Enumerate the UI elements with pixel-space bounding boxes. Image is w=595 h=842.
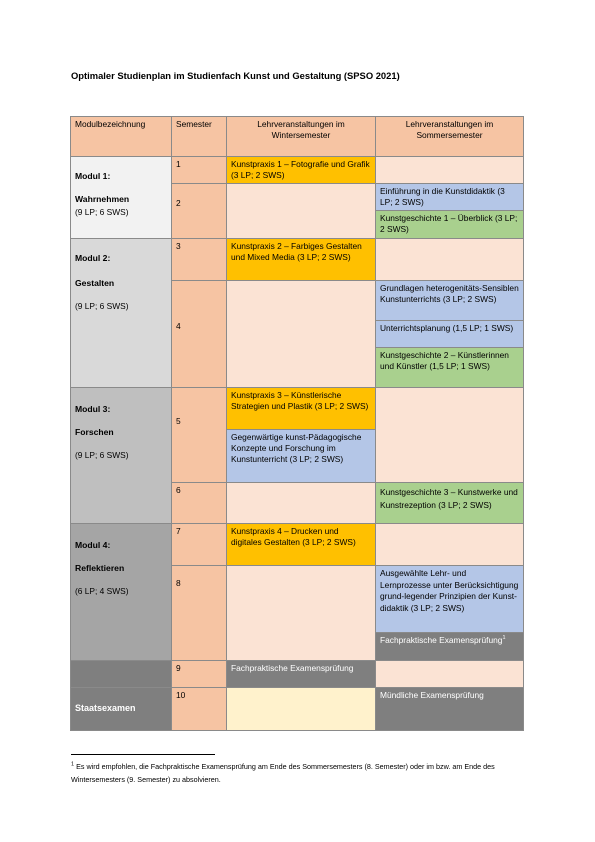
course-kunstgeschichte-3-text: Kunstgeschichte 3 – Kunstwerke und Kunstrezeption (3 LP; 2 SWS) [380,487,518,510]
staatsexamen-cell [70,687,172,731]
module-empty-cell [70,660,172,688]
sommer-empty-5 [375,387,524,483]
winter-empty-10 [226,687,376,731]
header-winter [226,116,376,157]
module-3-cell [70,387,172,524]
staatsexamen-label: Staatsexamen [75,703,136,713]
semester-10-label: 10 [176,690,186,700]
header-semester [171,116,227,157]
header-winter-label: Lehrveranstaltungen im Wintersemester [257,119,345,140]
semester-7-label: 7 [176,526,181,536]
course-lehr-lernprozesse-text: Ausgewählte Lehr- und Lernprozesse unter Berücksichtigung grund-legender Prinzipien der Kunst-didaktik (3 LP; 2 SWS) [380,568,519,613]
course-kunstpraxis-2-text: Kunstpraxis 2 – Farbiges Gestalten und Mixed Media (3 LP; 2 SWS) [231,241,362,262]
semester-9 [171,660,227,688]
module-4-title: Modul 4: [75,540,111,550]
course-heterogenitaet [375,280,524,321]
course-lehr-lernprozesse [375,565,524,633]
course-kunstgeschichte-1 [375,210,524,239]
module-3-title: Modul 3: [75,404,111,414]
footnote-text: Es wird empfohlen, die Fachpraktische Examensprüfung am Ende des Sommersemesters (8. Semester) oder im bzw. am Ende des Wintersemesters (9. Semester) zu absolvieren. [71,762,495,784]
footnote-reference: 1 [502,635,506,642]
course-kunstgeschichte-2 [375,347,524,388]
semester-8-label: 8 [176,578,181,588]
course-fachpraktische-pruefung-ss [375,632,524,661]
sommer-empty-1 [375,156,524,184]
course-kunstpraxis-1-text: Kunstpraxis 1 – Fotografie und Grafik (3 LP; 2 SWS) [231,159,370,180]
sommer-empty-7 [375,523,524,566]
footnote-mark: 1 [71,761,75,768]
course-kunstpraxis-4-text: Kunstpraxis 4 – Drucken und digitales Gestalten (3 LP; 2 SWS) [231,526,356,547]
module-3-name: Forschen [75,427,114,437]
semester-6-label: 6 [176,485,181,495]
semester-3-label: 3 [176,241,181,251]
course-kunstpraxis-3-text: Kunstpraxis 3 – Künstlerische Strategien und Plastik (3 LP; 2 SWS) [231,390,369,411]
header-sommer [375,116,524,157]
header-sommer-label: Lehrveranstaltungen im Sommersemester [405,119,494,140]
module-1-name: Wahrnehmen [75,194,130,204]
module-4-lp: (6 LP; 4 SWS) [75,586,129,596]
module-2-lp: (9 LP; 6 SWS) [75,301,129,311]
semester-5-label: 5 [176,416,181,426]
course-fachpraktische-pruefung-ss-text: Fachpraktische Examensprüfung [380,635,503,645]
course-muendliche-pruefung-text: Mündliche Examensprüfung [380,690,484,700]
module-2-name: Gestalten [75,278,115,288]
module-1-lp: (9 LP; 6 SWS) [75,207,129,217]
footnote-divider [71,754,215,755]
header-modul-label: Modulbezeichnung [75,119,146,129]
module-2-title: Modul 2: [75,253,111,263]
header-modul [70,116,172,157]
course-kunstgeschichte-2-text: Kunstgeschichte 2 – Künstlerinnen und Künstler (1,5 LP; 1 SWS) [380,350,509,371]
course-fachpraktische-pruefung-ws-text: Fachpraktische Examensprüfung [231,663,354,673]
course-kunstpraxis-2 [226,238,376,281]
course-fachpraktische-pruefung-ws [226,660,376,688]
course-einfuehrung-kunstdidaktik-text: Einführung in die Kunstdidaktik (3 LP; 2 SWS) [380,186,505,207]
sommer-empty-9 [375,660,524,688]
course-muendliche-pruefung [375,687,524,731]
course-unterrichtsplanung [375,320,524,348]
semester-10 [171,687,227,731]
semester-3 [171,238,227,281]
semester-1-label: 1 [176,159,181,169]
semester-2-label: 2 [176,198,181,208]
semester-9-label: 9 [176,663,181,673]
course-kunstpraxis-1 [226,156,376,184]
semester-4-label: 4 [176,321,181,331]
winter-empty-4 [226,280,376,388]
semester-6 [171,482,227,524]
module-2-cell [70,238,172,388]
module-4-name: Reflektieren [75,563,125,573]
header-semester-label: Semester [176,119,212,129]
winter-empty-6 [226,482,376,524]
semester-5 [171,387,227,483]
course-kunstpraxis-4 [226,523,376,566]
module-1-cell [70,156,172,239]
course-kunstpaedagogik-text: Gegenwärtige kunst-Pädagogische Konzepte und Forschung im Kunstunterricht (3 LP; 2 SWS) [231,432,362,464]
course-kunstgeschichte-1-text: Kunstgeschichte 1 – Überblick (3 LP; 2 SWS) [380,213,518,234]
semester-1 [171,156,227,184]
course-unterrichtsplanung-text: Unterrichtsplanung (1,5 LP; 1 SWS) [380,323,514,333]
module-1-title: Modul 1: [75,171,111,181]
winter-empty-8 [226,565,376,661]
semester-7 [171,523,227,566]
course-einfuehrung-kunstdidaktik [375,183,524,211]
semester-8 [171,565,227,661]
footnote [71,760,531,786]
course-kunstpraxis-3 [226,387,376,430]
winter-empty-2 [226,183,376,239]
course-kunstgeschichte-3 [375,482,524,524]
semester-2 [171,183,227,239]
module-3-lp: (9 LP; 6 SWS) [75,450,129,460]
course-kunstpaedagogik [226,429,376,483]
sommer-empty-3 [375,238,524,281]
course-heterogenitaet-text: Grundlagen heterogenitäts-Sensiblen Kunstunterrichts (3 LP; 2 SWS) [380,283,519,304]
module-4-cell [70,523,172,661]
page-title: Optimaler Studienplan im Studienfach Kunst und Gestaltung (SPSO 2021) [71,70,400,81]
semester-4 [171,280,227,388]
